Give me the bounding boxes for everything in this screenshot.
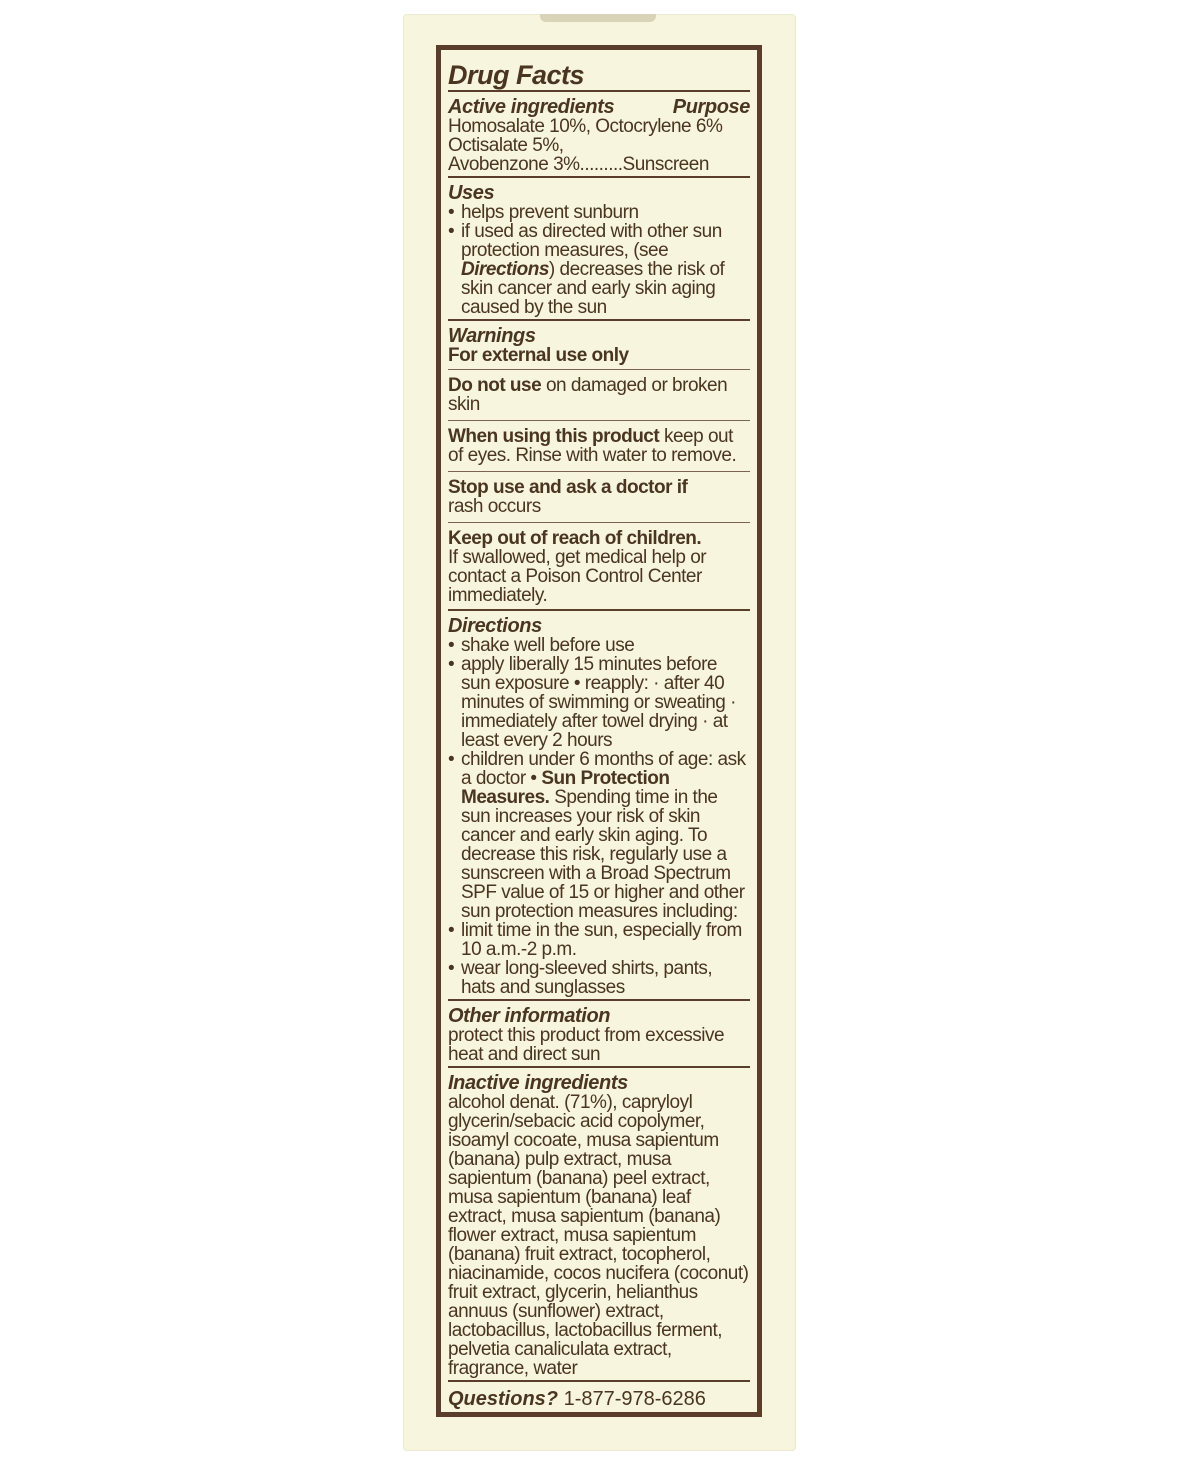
drug-facts-title: Drug Facts [448, 60, 585, 90]
other-information-text: protect this product from excessive heat and direct sun [448, 1025, 725, 1065]
warning-text: keep out of eyes. Rinse with water to remove. [448, 426, 737, 466]
active-line-3: Avobenzone 3%.........Sunscreen [448, 154, 709, 175]
warning-text: rash occurs [448, 496, 541, 517]
warning-text: on damaged or broken skin [448, 375, 728, 415]
do-not-use-warning [448, 369, 750, 416]
directions-heading: Directions [448, 615, 542, 637]
uses-item: • helps prevent sunburn [448, 203, 750, 222]
questions-phone: 1-877-978-6286 [563, 1388, 706, 1410]
directions-item: • wear long-sleeved shirts, pants, hats and sunglasses [448, 959, 750, 997]
directions-item: • limit time in the sun, especially from 10 a.m.-2 p.m. [448, 921, 750, 959]
active-line-1: Homosalate 10%, Octocrylene 6% [448, 116, 723, 137]
when-using-warning [448, 420, 750, 467]
inactive-ingredients-text: alcohol denat. (71%), capryloyl glycerin/sebacic acid copolymer, isoamyl cocoate, musa sapientum (banana) pulp extract, musa sapientum (banana) peel extract, musa sapientum (banana) leaf extract, musa sapientum (banana) flower extract, musa sapientum (banana) fruit extract, tocopherol, niacinamide, cocos nucifera (coconut) fruit extract, glycerin, helianthus annuus (sunflower) extract, lactobacillus, lactobacillus ferment, pelvetia canaliculata extract, fragrance, water [448, 1092, 749, 1379]
directions-section [448, 609, 750, 999]
directions-reference: Directions [461, 259, 549, 280]
uses-text: ) decreases the risk of skin cancer and early skin aging caused by the sun [461, 259, 725, 318]
warnings-heading: Warnings [448, 325, 536, 347]
directions-item: • shake well before use [448, 636, 750, 655]
external-use-warning: For external use only [448, 345, 629, 366]
directions-item: • apply liberally 15 minutes before sun exposure • reapply: · after 40 minutes of swimming or sweating · immediately after towel drying · at least every 2 hours [448, 655, 750, 750]
directions-text: Spending time in the sun increases your risk of skin cancer and early skin aging. To decrease this risk, regularly use a sunscreen with a Broad Spectrum SPF value of 15 or higher and other sun protection measures including: [461, 787, 745, 922]
questions-section [448, 1380, 750, 1412]
keep-out-of-reach-warning [448, 522, 750, 607]
uses-text: if used as directed with other sun protection measures, (see [461, 221, 722, 261]
warning-text: If swallowed, get medical help or contact a Poison Control Center immediately. [448, 547, 707, 606]
warning-label: When using this product [448, 426, 660, 447]
purpose-heading: Purpose [672, 96, 750, 118]
uses-section [448, 176, 750, 319]
uses-heading: Uses [448, 182, 495, 204]
drug-facts-panel [436, 45, 762, 1417]
active-ingredients-section [448, 90, 750, 176]
carton-top-tab [540, 14, 656, 22]
warning-label: Do not use [448, 375, 542, 396]
inactive-ingredients-section [448, 1066, 750, 1380]
sun-protection-label: Sun Protection Measures. [461, 768, 670, 808]
warning-label: Keep out of reach of children. [448, 528, 702, 549]
other-information-heading: Other information [448, 1005, 611, 1027]
active-line-2: Octisalate 5%, [448, 135, 564, 156]
active-ingredients-heading: Active ingredients [448, 96, 615, 118]
directions-item [448, 750, 750, 921]
inactive-ingredients-heading: Inactive ingredients [448, 1072, 628, 1094]
directions-text: children under 6 months of age: ask a doctor • [461, 749, 746, 789]
warnings-section [448, 319, 750, 609]
warning-label: Stop use and ask a doctor if [448, 477, 688, 498]
other-information-section [448, 999, 750, 1066]
questions-label: Questions? [448, 1388, 559, 1410]
uses-item [448, 222, 750, 317]
stop-use-warning [448, 471, 750, 518]
